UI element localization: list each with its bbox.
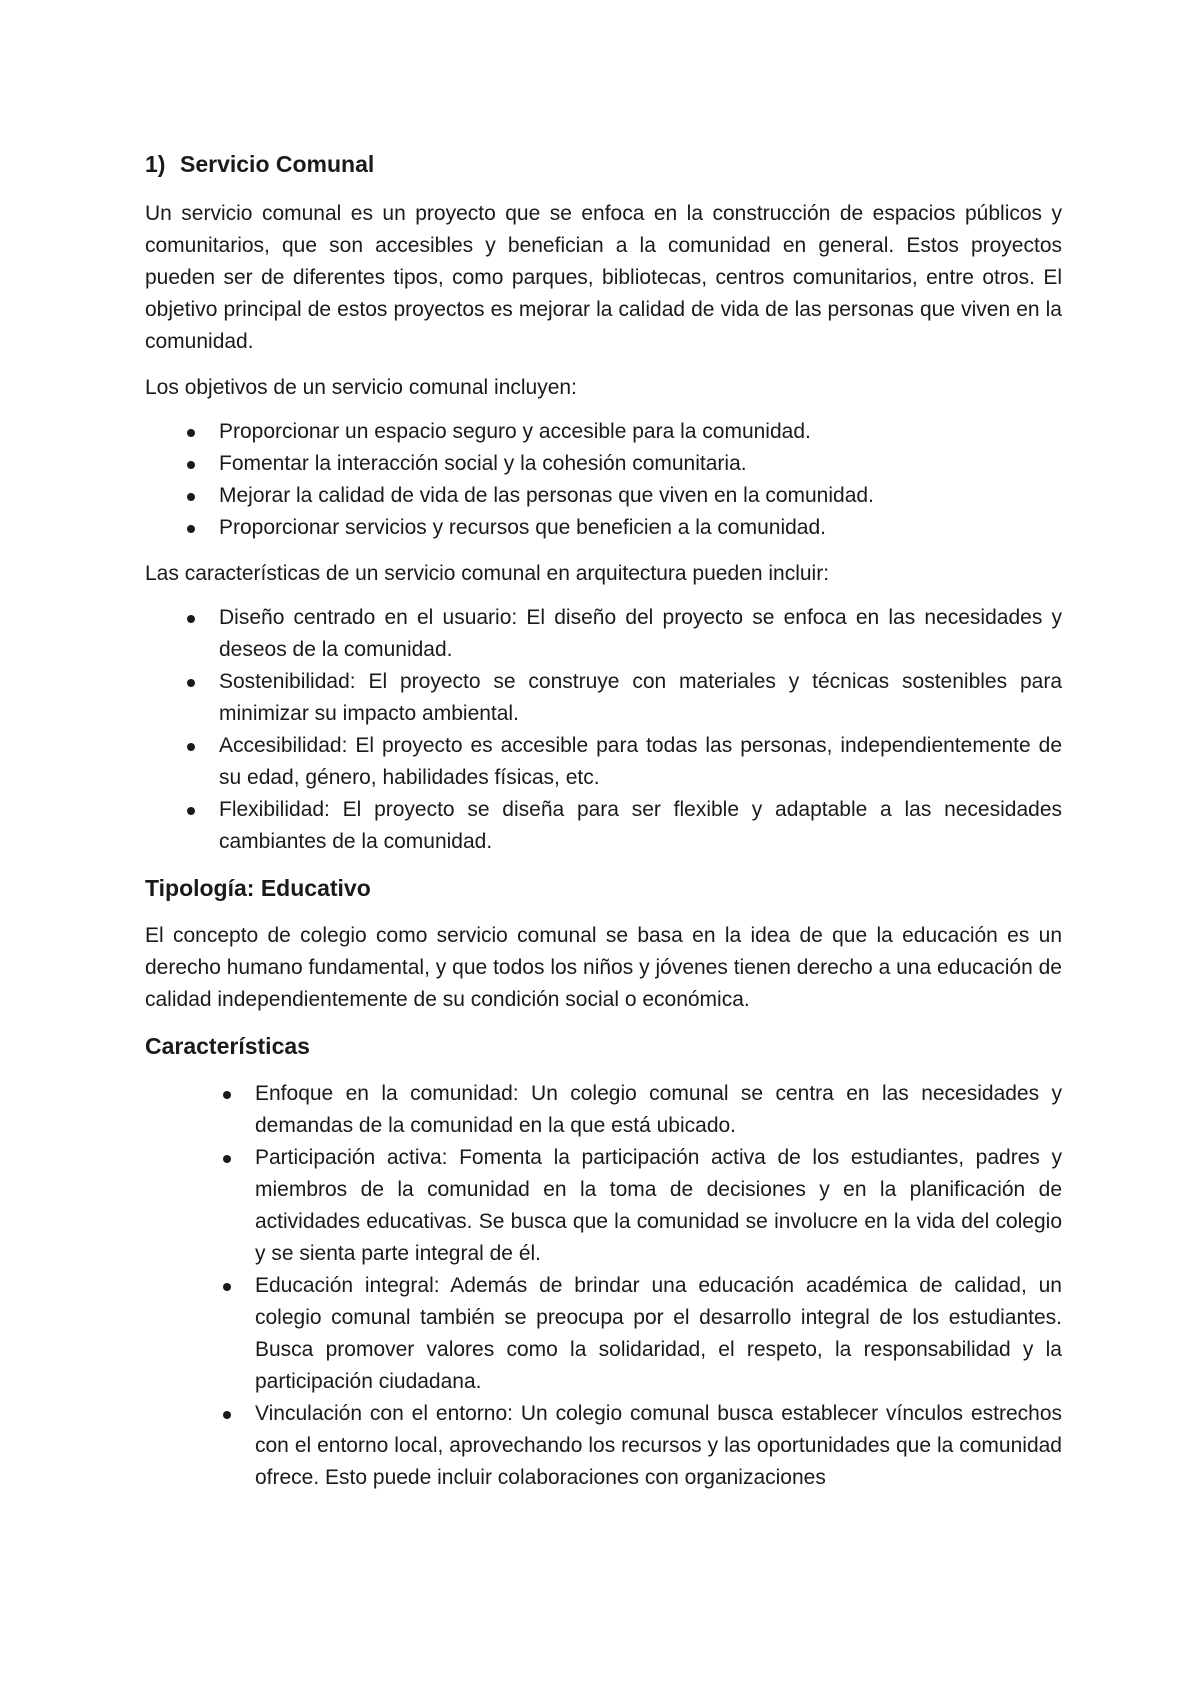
typology-heading: Tipología: Educativo [145, 875, 371, 901]
list-item: Fomentar la interacción social y la cohesión comunitaria. [145, 448, 1062, 480]
list-item: Flexibilidad: El proyecto se diseña para ser flexible y adaptable a las necesidades cambiantes de la comunidad. [145, 794, 1062, 858]
characteristics-heading: Características [145, 1033, 310, 1059]
features-list [145, 602, 1062, 858]
bullet-icon [187, 525, 195, 533]
section-title: Servicio Comunal [180, 151, 375, 177]
bullet-icon [187, 743, 195, 751]
section-heading [145, 148, 1062, 180]
list-item: Diseño centrado en el usuario: El diseño del proyecto se enfoca en las necesidades y deseos de la comunidad. [145, 602, 1062, 666]
list-item: Educación integral: Además de brindar una educación académica de calidad, un colegio comunal también se preocupa por el desarrollo integral de los estudiantes. Busca promover valores como la solidaridad, el respeto, la responsabilidad y la participación ciudadana. [145, 1270, 1062, 1398]
bullet-icon [187, 429, 195, 437]
list-item: Accesibilidad: El proyecto es accesible para todas las personas, independientemente de su edad, género, habilidades físicas, etc. [145, 730, 1062, 794]
features-intro: Las características de un servicio comunal en arquitectura pueden incluir: [145, 562, 830, 585]
list-item: Mejorar la calidad de vida de las personas que viven en la comunidad. [145, 480, 1062, 512]
list-item: Proporcionar servicios y recursos que beneficien a la comunidad. [145, 512, 1062, 544]
bullet-icon [187, 461, 195, 469]
list-item: Participación activa: Fomenta la participación activa de los estudiantes, padres y miembros de la comunidad en la toma de decisiones y en la planificación de actividades educativas. Se busca que la comunidad se involucre en la vida del colegio y se sienta parte integral de él. [145, 1142, 1062, 1270]
bullet-icon [223, 1283, 231, 1291]
bullet-icon [223, 1155, 231, 1163]
bullet-icon [187, 807, 195, 815]
list-item: Enfoque en la comunidad: Un colegio comunal se centra en las necesidades y demandas de la comunidad en la que está ubicado. [145, 1078, 1062, 1142]
objectives-intro: Los objetivos de un servicio comunal incluyen: [145, 376, 577, 399]
objectives-list [145, 416, 1062, 544]
list-item: Sostenibilidad: El proyecto se construye con materiales y técnicas sostenibles para minimizar su impacto ambiental. [145, 666, 1062, 730]
bullet-icon [187, 679, 195, 687]
section-number: 1) [145, 151, 166, 177]
intro-paragraph: Un servicio comunal es un proyecto que se enfoca en la construcción de espacios públicos y comunitarios, que son accesibles y benefician a la comunidad en general. Estos proyectos pueden ser de diferentes tipos, como parques, bibliotecas, centros comunitarios, entre otros. El objetivo principal de estos proyectos es mejorar la calidad de vida de las personas que viven en la comunidad. [145, 202, 1062, 353]
document-page [145, 148, 1062, 1494]
list-item: Proporcionar un espacio seguro y accesible para la comunidad. [145, 416, 1062, 448]
typology-paragraph: El concepto de colegio como servicio comunal se basa en la idea de que la educación es un derecho humano fundamental, y que todos los niños y jóvenes tienen derecho a una educación de calidad independientemente de su condición social o económica. [145, 924, 1062, 1011]
bullet-icon [223, 1411, 231, 1419]
characteristics-list [145, 1078, 1062, 1494]
bullet-icon [187, 493, 195, 501]
bullet-icon [223, 1091, 231, 1099]
list-item: Vinculación con el entorno: Un colegio comunal busca establecer vínculos estrechos con el entorno local, aprovechando los recursos y las oportunidades que la comunidad ofrece. Esto puede incluir colaboraciones con organizaciones [145, 1398, 1062, 1494]
bullet-icon [187, 615, 195, 623]
